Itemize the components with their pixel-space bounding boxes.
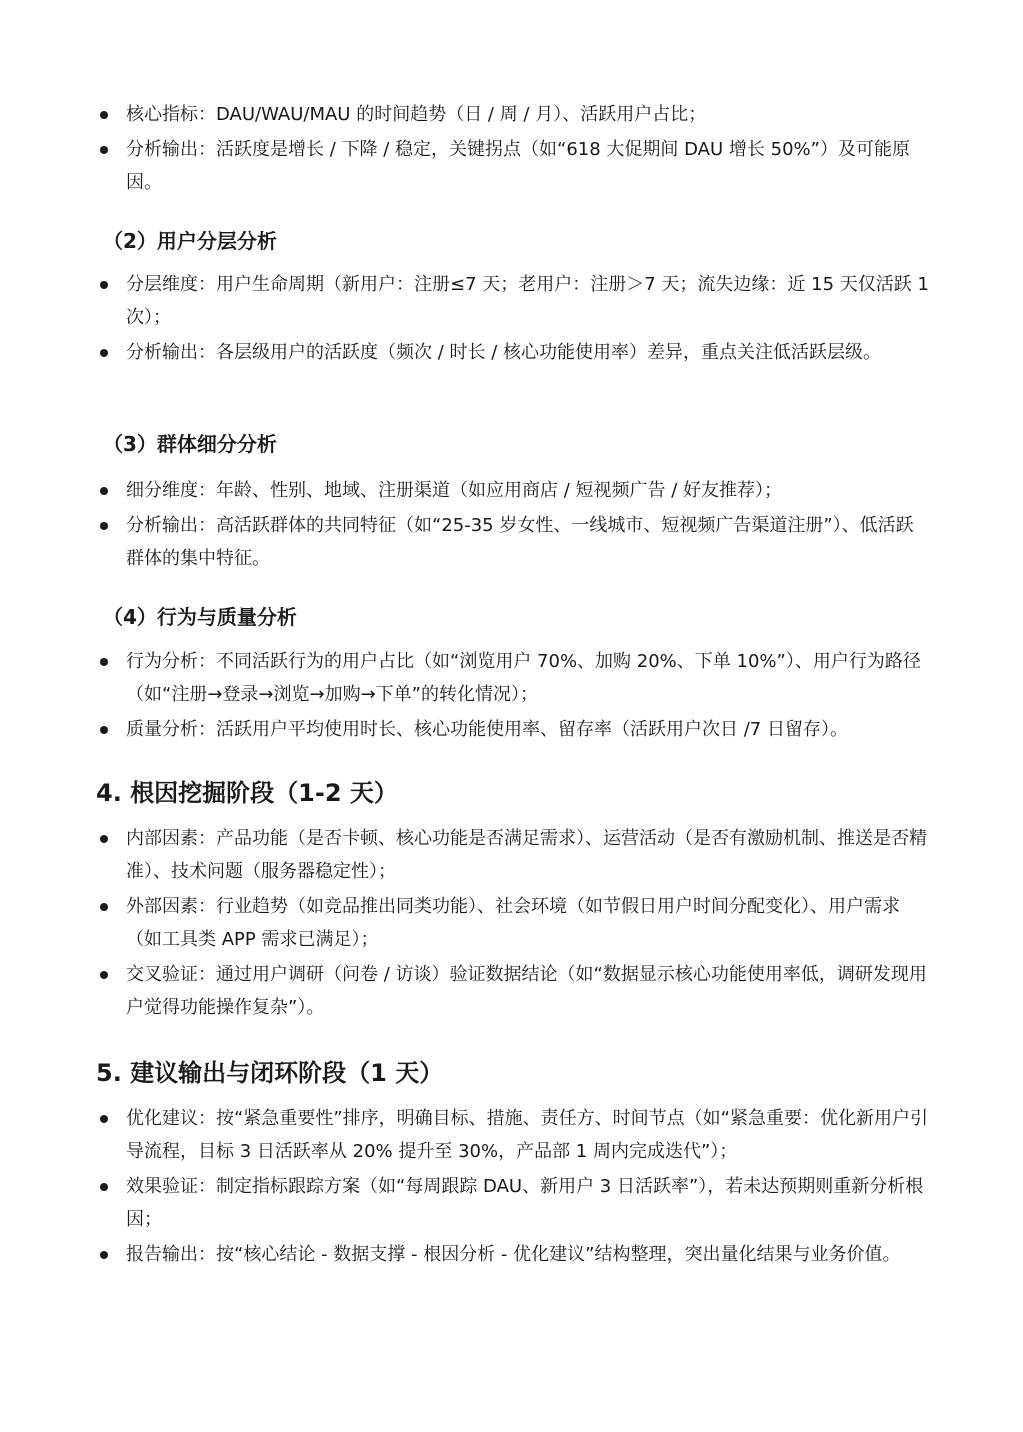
bullet-list-group-segment	[0, 474, 1023, 577]
bullet-dot	[100, 1251, 108, 1259]
bullet-dot	[100, 1183, 108, 1191]
list-item: 行为分析：不同活跃行为的用户占比（如“浏览用户 70%、加购 20%、下单 10%”）、用户行为路径（如“注册→登录→浏览→加购→下单”的转化情况）；	[126, 645, 931, 711]
bullet-list-recommendations	[0, 1102, 1023, 1273]
list-item: 效果验证：制定指标跟踪方案（如“每周跟踪 DAU、新用户 3 日活跃率”），若未达预期则重新分析根因；	[126, 1170, 931, 1236]
bullet-dot	[100, 111, 108, 119]
list-item: 分层维度：用户生命周期（新用户：注册≤7 天；老用户：注册＞7 天；流失边缘：近 15 天仅活跃 1 次）；	[126, 268, 931, 334]
bullet-list-active-trend	[0, 98, 1023, 201]
list-item: 分析输出：高活跃群体的共同特征（如“25-35 岁女性、一线城市、短视频广告渠道注册”）、低活跃群体的集中特征。	[126, 509, 931, 575]
bullet-dot	[100, 146, 108, 154]
section-heading-behavior-quality: （4）行为与质量分析	[103, 605, 297, 629]
stage-heading-root-cause: 4. 根因挖掘阶段（1-2 天）	[96, 779, 398, 807]
bullet-dot	[100, 835, 108, 843]
bullet-dot	[100, 522, 108, 530]
bullet-list-behavior-quality	[0, 645, 1023, 748]
list-item: 质量分析：活跃用户平均使用时长、核心功能使用率、留存率（活跃用户次日 /7 日留存）。	[126, 713, 931, 746]
bullet-dot	[100, 726, 108, 734]
list-item: 报告输出：按“核心结论 - 数据支撑 - 根因分析 - 优化建议”结构整理，突出量化结果与业务价值。	[126, 1238, 931, 1271]
list-item: 分析输出：活跃度是增长 / 下降 / 稳定，关键拐点（如“618 大促期间 DAU 增长 50%”）及可能原因。	[126, 133, 931, 199]
bullet-dot	[100, 658, 108, 666]
list-item: 细分维度：年龄、性别、地域、注册渠道（如应用商店 / 短视频广告 / 好友推荐）；	[126, 474, 931, 507]
bullet-dot	[100, 1115, 108, 1123]
list-item: 交叉验证：通过用户调研（问卷 / 访谈）验证数据结论（如“数据显示核心功能使用率低，调研发现用户觉得功能操作复杂”）。	[126, 958, 931, 1024]
section-heading-user-layer: （2）用户分层分析	[103, 229, 277, 253]
bullet-list-root-cause	[0, 822, 1023, 1026]
list-item: 外部因素：行业趋势（如竞品推出同类功能）、社会环境（如节假日用户时间分配变化）、用户需求（如工具类 APP 需求已满足）；	[126, 890, 931, 956]
list-item: 优化建议：按“紧急重要性”排序，明确目标、措施、责任方、时间节点（如“紧急重要：优化新用户引导流程，目标 3 日活跃率从 20% 提升至 30%，产品部 1 周内完成迭代”）；	[126, 1102, 931, 1168]
bullet-list-user-layer	[0, 268, 1023, 371]
bullet-dot	[100, 971, 108, 979]
list-item: 核心指标：DAU/WAU/MAU 的时间趋势（日 / 周 / 月）、活跃用户占比；	[126, 98, 931, 131]
list-item: 分析输出：各层级用户的活跃度（频次 / 时长 / 核心功能使用率）差异，重点关注低活跃层级。	[126, 336, 931, 369]
stage-heading-recommendations: 5. 建议输出与闭环阶段（1 天）	[96, 1059, 444, 1087]
bullet-dot	[100, 281, 108, 289]
bullet-dot	[100, 903, 108, 911]
bullet-dot	[100, 349, 108, 357]
section-heading-group-segment: （3）群体细分分析	[103, 432, 277, 456]
bullet-dot	[100, 487, 108, 495]
list-item: 内部因素：产品功能（是否卡顿、核心功能是否满足需求）、运营活动（是否有激励机制、推送是否精准）、技术问题（服务器稳定性）；	[126, 822, 931, 888]
